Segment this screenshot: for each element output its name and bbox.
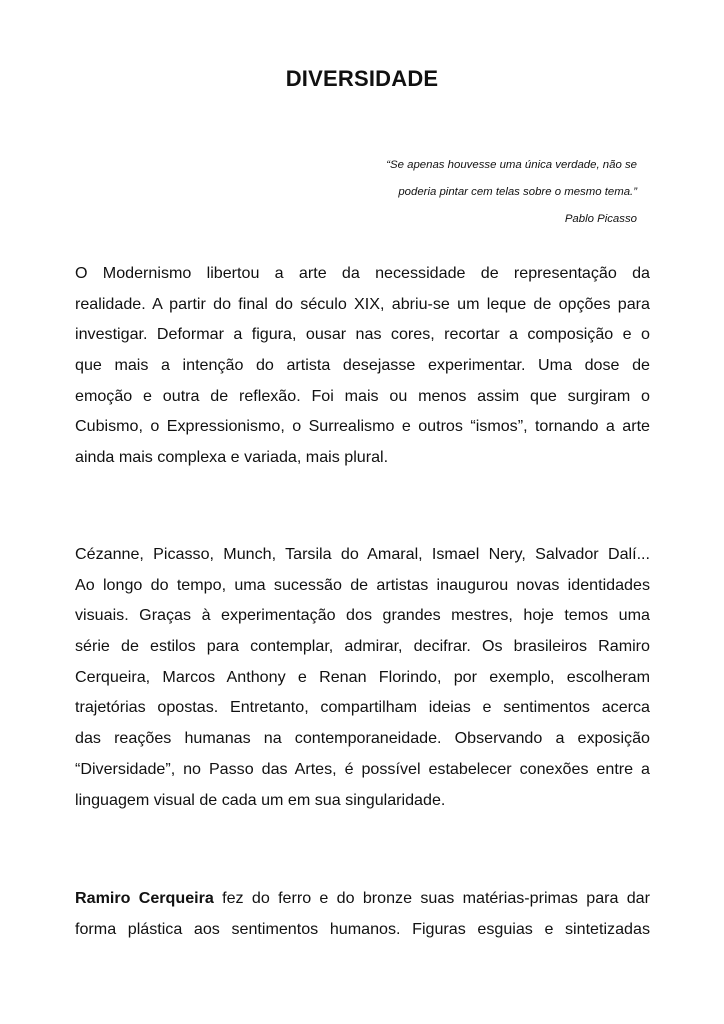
paragraph-line: Cerqueira, Marcos Anthony e Renan Florindo, por exemplo, escolheram — [75, 667, 650, 686]
paragraph-line: O Modernismo libertou a arte da necessidade de representação da — [75, 264, 650, 282]
epigraph-author: Pablo Picasso — [564, 213, 637, 225]
artist-name: Ramiro Cerqueira — [75, 889, 214, 907]
paragraph-artistas — [75, 539, 650, 815]
paragraph-line: ainda mais complexa e variada, mais plural. — [75, 448, 389, 467]
epigraph-quote — [317, 152, 637, 233]
paragraph-line: investigar. Deformar a figura, ousar nas cores, recortar a composição e o — [75, 325, 650, 344]
paragraph-line: linguagem visual de cada um em sua singularidade. — [75, 790, 446, 809]
paragraph-line: Ao longo do tempo, uma sucessão de artistas inaugurou novas identidades — [75, 575, 650, 594]
paragraph-line: realidade. A partir do final do século XIX, abriu-se um leque de opções para — [75, 294, 650, 313]
paragraph-line: emoção e outra de reflexão. Foi mais ou menos assim que surgiram o — [75, 386, 650, 405]
epigraph-line: “Se apenas houvesse uma única verdade, não se — [386, 159, 637, 171]
paragraph-line: “Diversidade”, no Passo das Artes, é possível estabelecer conexões entre a — [75, 759, 650, 778]
paragraph-line-rest: fez do ferro e do bronze suas matérias-primas para dar — [213, 889, 650, 907]
paragraph-line: série de estilos para contemplar, admirar, decifrar. Os brasileiros Ramiro — [75, 637, 650, 656]
paragraph-line: trajetórias opostas. Entretanto, compartilham ideias e sentimentos acerca — [75, 698, 650, 717]
epigraph-line: poderia pintar cem telas sobre o mesmo tema.” — [398, 186, 637, 198]
paragraph-ramiro — [75, 883, 650, 944]
paragraph-modernismo — [75, 258, 650, 473]
paragraph-line: que mais a intenção do artista desejasse experimentar. Uma dose de — [75, 356, 650, 375]
paragraph-line: Cubismo, o Expressionismo, o Surrealismo e outros “ismos”, tornando a arte — [75, 417, 650, 436]
paragraph-line: visuais. Graças à experimentação dos grandes mestres, hoje temos uma — [75, 606, 650, 625]
paragraph-line: das reações humanas na contemporaneidade. Observando a exposição — [75, 729, 650, 748]
paragraph-line: forma plástica aos sentimentos humanos. Figuras esguias e sintetizadas — [75, 919, 650, 938]
paragraph-line: Cézanne, Picasso, Munch, Tarsila do Amaral, Ismael Nery, Salvador Dalí... — [75, 545, 650, 563]
page-title: DIVERSIDADE — [285, 66, 439, 91]
paragraph-line — [75, 883, 650, 914]
